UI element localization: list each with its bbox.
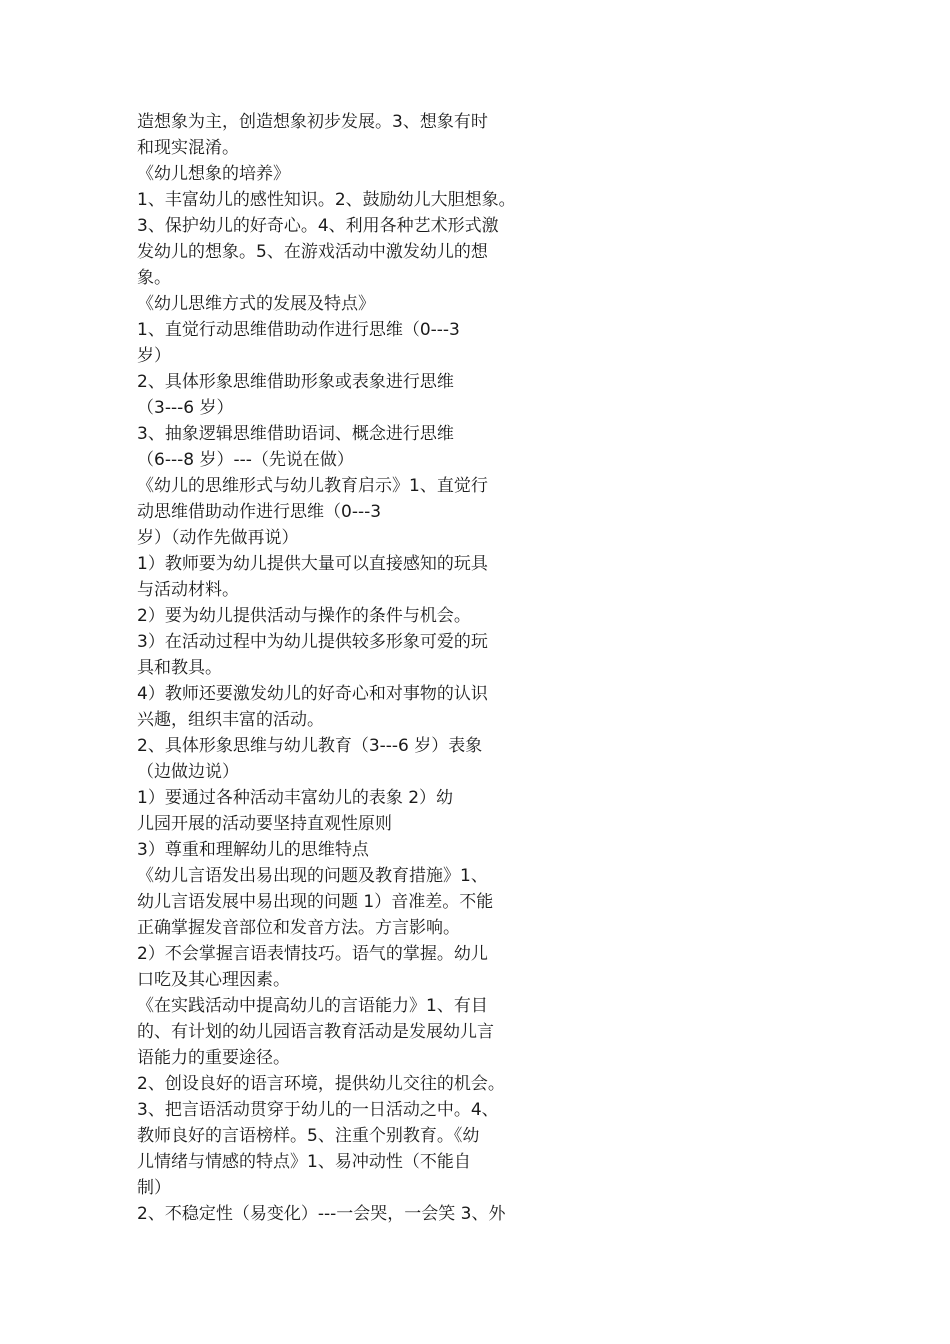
section-heading: 《幼儿想象的培养》: [137, 164, 290, 184]
text-line: 具和教具。: [137, 658, 222, 678]
text-line: （边做边说）: [137, 762, 239, 782]
text-line: 2）要为幼儿提供活动与操作的条件与机会。: [137, 606, 471, 626]
text-line: 象。: [137, 268, 171, 288]
text-line: 儿园开展的活动要坚持直观性原则: [137, 814, 392, 834]
section-heading: 《幼儿思维方式的发展及特点》: [137, 294, 375, 314]
text-line: 1）要通过各种活动丰富幼儿的表象 2）幼: [137, 788, 454, 808]
text-line: 造想象为主，创造想象初步发展。3、想象有时: [137, 112, 488, 132]
text-line: 3）在活动过程中为幼儿提供较多形象可爱的玩: [137, 632, 488, 652]
text-line: 2、具体形象思维借助形象或表象进行思维: [137, 372, 454, 392]
text-line: 2）不会掌握言语表情技巧。语气的掌握。幼儿: [137, 944, 488, 964]
text-line: 教师良好的言语榜样。5、注重个别教育。《幼: [137, 1126, 480, 1146]
text-line: （6---8 岁）---（先说在做）: [137, 450, 354, 470]
text-line: 岁）（动作先做再说）: [137, 528, 299, 548]
text-line: 1）教师要为幼儿提供大量可以直接感知的玩具: [137, 554, 488, 574]
text-line: 1、丰富幼儿的感性知识。2、鼓励幼儿大胆想象。: [137, 190, 516, 210]
text-line: 动思维借助动作进行思维（0---3: [137, 502, 382, 522]
text-line: 口吃及其心理因素。: [137, 970, 290, 990]
text-line: 儿情绪与情感的特点》1、易冲动性（不能自: [137, 1152, 471, 1172]
text-line: （3---6 岁）: [137, 398, 234, 418]
text-line: 幼儿言语发展中易出现的问题 1）音准差。不能: [137, 892, 494, 912]
section-heading: 《幼儿言语发出易出现的问题及教育措施》1、: [137, 866, 488, 886]
text-line: 3、抽象逻辑思维借助语词、概念进行思维: [137, 424, 454, 444]
text-line: 兴趣，组织丰富的活动。: [137, 710, 324, 730]
text-line: 4）教师还要激发幼儿的好奇心和对事物的认识: [137, 684, 488, 704]
text-line: 3）尊重和理解幼儿的思维特点: [137, 840, 369, 860]
text-line: 3、把言语活动贯穿于幼儿的一日活动之中。4、: [137, 1100, 499, 1120]
text-line: 语能力的重要途径。: [137, 1048, 290, 1068]
text-line: 正确掌握发音部位和发音方法。方言影响。: [137, 918, 460, 938]
text-line: 1、直觉行动思维借助动作进行思维（0---3: [137, 320, 460, 340]
text-line: 的、有计划的幼儿园语言教育活动是发展幼儿言: [137, 1022, 494, 1042]
text-line: 与活动材料。: [137, 580, 239, 600]
text-line: 2、具体形象思维与幼儿教育（3---6 岁）表象: [137, 736, 483, 756]
document-body: [137, 109, 553, 1227]
text-line: 2、不稳定性（易变化）---一会哭，一会笑 3、外: [137, 1204, 506, 1224]
text-line: 发幼儿的想象。5、在游戏活动中激发幼儿的想: [137, 242, 488, 262]
section-heading: 《在实践活动中提高幼儿的言语能力》1、有目: [137, 996, 488, 1016]
text-line: 3、保护幼儿的好奇心。4、利用各种艺术形式激: [137, 216, 499, 236]
text-line: 和现实混淆。: [137, 138, 239, 158]
text-line: 2、创设良好的语言环境，提供幼儿交往的机会。: [137, 1074, 505, 1094]
text-line: 制）: [137, 1178, 171, 1198]
section-heading: 《幼儿的思维形式与幼儿教育启示》1、直觉行: [137, 476, 488, 496]
text-line: 岁）: [137, 346, 171, 366]
